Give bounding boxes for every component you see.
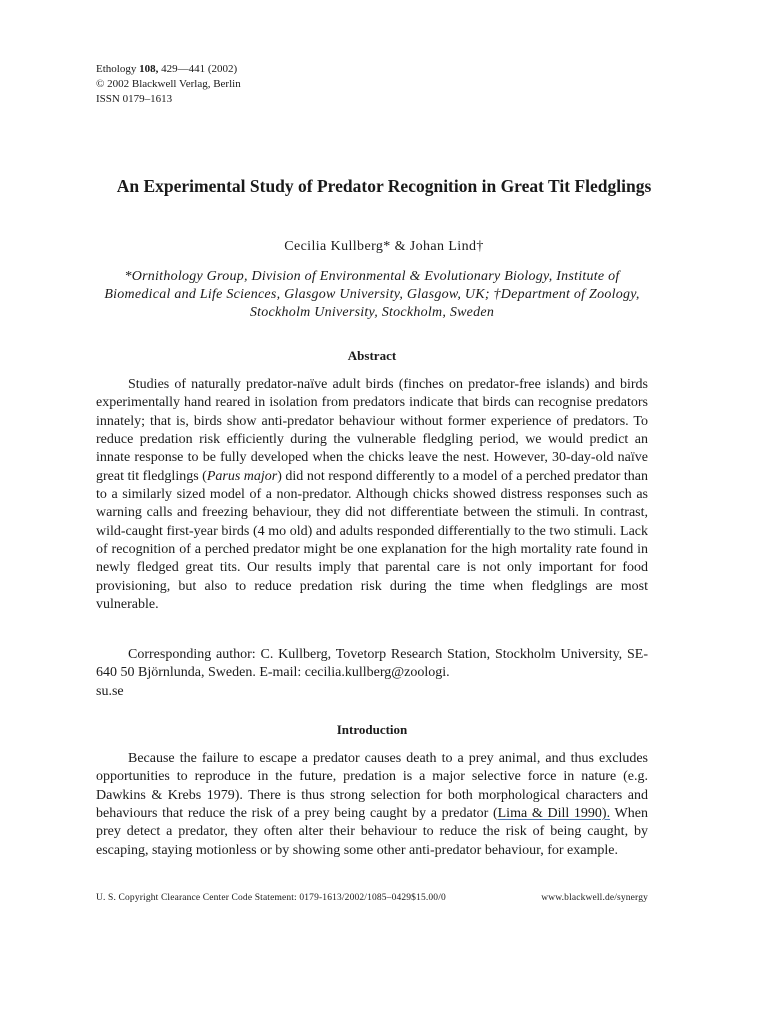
introduction-text-part-2: When prey detect a predator, they often alter their behaviour to reduce the risk of being caught, by escaping, staying motionless or by showing some other anti-predator behaviour, for example. <box>96 806 648 858</box>
page-footer <box>96 892 648 904</box>
abstract-text <box>96 376 648 614</box>
introduction-heading: Introduction <box>336 722 408 737</box>
abstract-heading: Abstract <box>347 348 397 363</box>
journal-pages-year: 429—441 (2002) <box>161 63 238 75</box>
corresponding-author <box>96 646 648 701</box>
journal-name: Ethology <box>96 63 137 75</box>
journal-issn: ISSN 0179–1613 <box>96 93 173 105</box>
introduction-text <box>96 750 648 860</box>
publisher-url[interactable]: www.blackwell.de/synergy <box>541 893 648 903</box>
journal-header <box>96 62 396 107</box>
corresponding-author-email-end: su.se <box>96 683 124 699</box>
copyright-code-statement: U. S. Copyright Clearance Center Code Statement: 0179-1613/2002/1085–0429$15.00/0 <box>96 893 446 903</box>
species-name: Parus major <box>206 468 278 484</box>
journal-volume: 108, <box>139 63 159 75</box>
author-affiliation: *Ornithology Group, Division of Environmental & Evolutionary Biology, Institute of Biomedical and Life Sciences, Glasgow University, Glasgow, UK; †Department of Zoology, Stockholm University, Stockholm, Sweden <box>104 269 640 320</box>
citation-link[interactable]: Lima & Dill 1990). <box>497 806 611 822</box>
article-authors: Cecilia Kullberg* & Johan Lind† <box>284 239 484 254</box>
corresponding-author-text: Corresponding author: C. Kullberg, Tovetorp Research Station, Stockholm University, SE-640 50 Björnlunda, Sweden. E-mail: cecilia.kullberg@zoologi. <box>96 647 648 681</box>
abstract-text-part-1: Studies of naturally predator-naïve adult birds (finches on predator-free islands) and birds experimentally hand reared in isolation from predators indicate that birds can recognise predators innately; that is, birds show anti-predator behaviour without former experience of predators. To reduce predation risk efficiently during the vulnerable fledgling period, we would predict an innate response to be fully developed when the chicks leave the nest. However, 30-day-old naïve great tit fledglings ( <box>96 377 648 484</box>
journal-copyright: © 2002 Blackwell Verlag, Berlin <box>96 78 241 90</box>
abstract-text-part-2: ) did not respond differently to a model of a perched predator than to a similarly sized model of a non-predator. Although chicks showed distress responses such as warning calls and freezing behaviour, they did not differentiate between the stimuli. In contrast, wild-caught first-year birds (4 mo old) and adults responded differentially to the two stimuli. Lack of recognition of a perched predator might be one explanation for the high mortality rate found in newly fledged great tits. Our results imply that parental care is not only important for food provisioning, but also to reduce predation risk during the time when fledglings are most vulnerable. <box>96 468 648 613</box>
introduction-text-part-1: Because the failure to escape a predator causes death to a prey animal, and thus excludes opportunities to reproduce in the future, predation is a major selective force in nature (e.g. Dawkins & Krebs 1979). There is thus strong selection for both morphological characters and behaviours that reduce the risk of a prey being caught by a predator ( <box>96 751 648 822</box>
journal-citation <box>96 62 396 77</box>
article-title: An Experimental Study of Predator Recognition in Great Tit Fledglings <box>116 176 652 196</box>
